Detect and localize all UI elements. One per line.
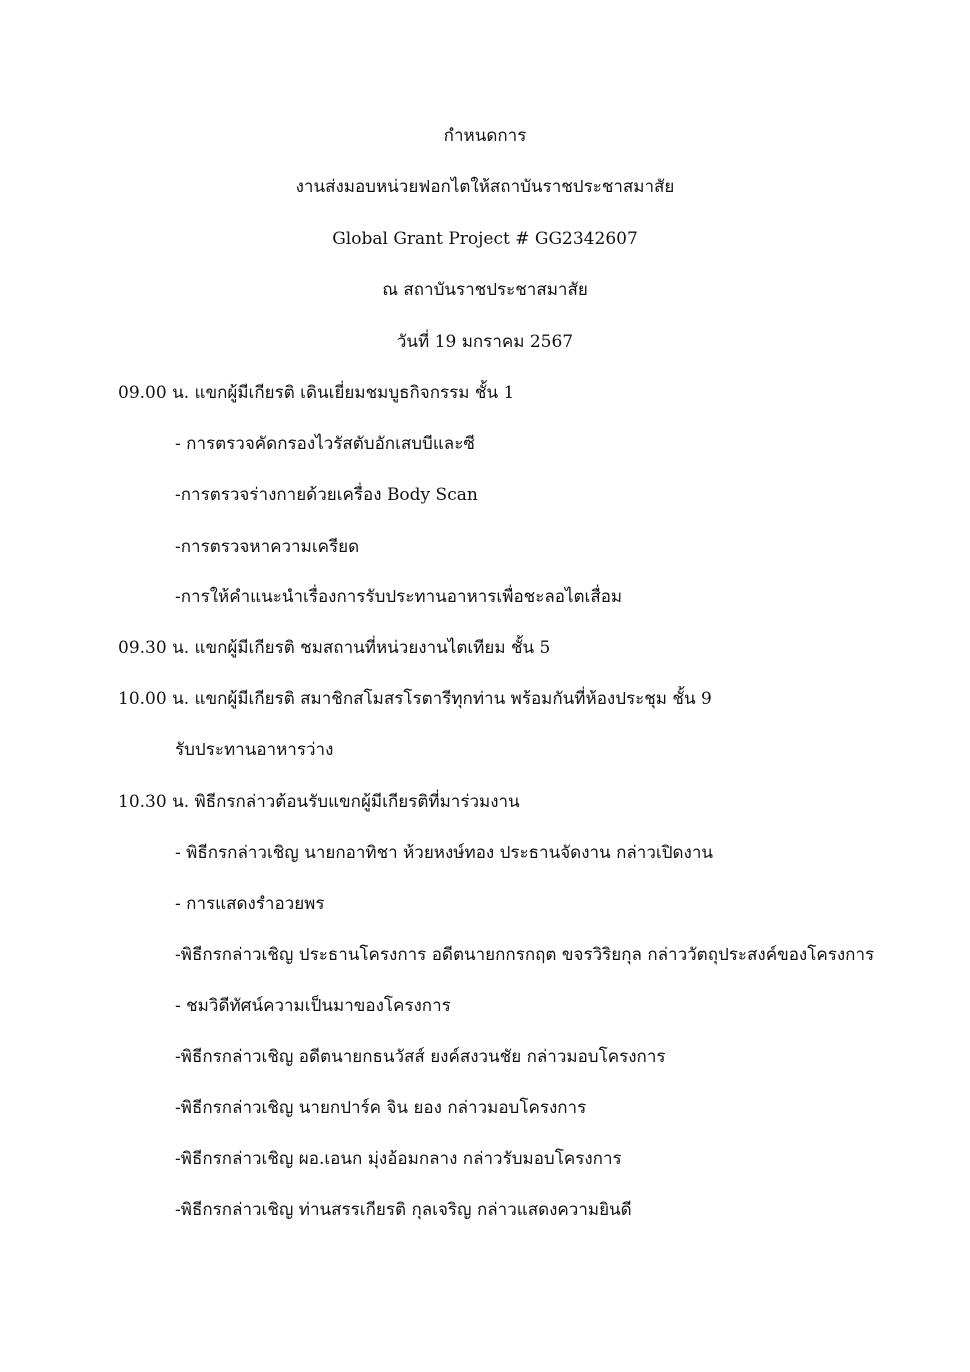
- schedule-subitem: -การตรวจหาความเครียด: [175, 537, 360, 557]
- document-title: กำหนดการ: [443, 126, 527, 146]
- schedule-subitem: - การแสดงรำอวยพร: [175, 894, 325, 914]
- schedule-subitem: - ชมวิดีทัศน์ความเป็นมาของโครงการ: [175, 996, 451, 1016]
- schedule-subitem: -พิธีกรกล่าวเชิญ ประธานโครงการ อดีตนายกกรกฤต ขจรวิริยกุล กล่าววัตถุประสงค์ของโครงการ: [175, 945, 875, 965]
- schedule-subitem: - การตรวจคัดกรองไวรัสตับอักเสบบีและซี: [175, 434, 475, 454]
- schedule-subitem: รับประทานอาหารว่าง: [175, 740, 334, 760]
- document-subtitle: งานส่งมอบหน่วยฟอกไตให้สถาบันราชประชาสมาสัย: [295, 177, 675, 197]
- schedule-item-0930: 09.30 น. แขกผู้มีเกียรติ ชมสถานที่หน่วยงานไตเทียม ชั้น 5: [118, 638, 551, 658]
- schedule-subitem: -พิธีกรกล่าวเชิญ ผอ.เอนก มุ่งอ้อมกลาง กล่าวรับมอบโครงการ: [175, 1149, 622, 1169]
- schedule-subitem: -พิธีกรกล่าวเชิญ อดีตนายกธนวัสส์ ยงค์สงวนชัย กล่าวมอบโครงการ: [175, 1047, 666, 1067]
- schedule-subitem: -การให้คำแนะนำเรื่องการรับประทานอาหารเพื่อชะลอไตเสื่อม: [175, 587, 623, 607]
- schedule-item-1030: 10.30 น. พิธีกรกล่าวต้อนรับแขกผู้มีเกียรติที่มาร่วมงาน: [118, 792, 520, 812]
- schedule-item-0900: 09.00 น. แขกผู้มีเกียรติ เดินเยี่ยมชมบูธกิจกรรม ชั้น 1: [118, 383, 515, 403]
- event-date: วันที่ 19 มกราคม 2567: [396, 332, 574, 352]
- schedule-subitem: -การตรวจร่างกายด้วยเครื่อง Body Scan: [175, 485, 478, 505]
- venue: ณ สถาบันราชประชาสมาสัย: [382, 280, 588, 300]
- schedule-subitem: - พิธีกรกล่าวเชิญ นายกอาทิชา ห้วยหงษ์ทอง ประธานจัดงาน กล่าวเปิดงาน: [175, 843, 713, 863]
- schedule-subitem: -พิธีกรกล่าวเชิญ นายกปาร์ค จิน ยอง กล่าวมอบโครงการ: [175, 1098, 587, 1118]
- schedule-item-1000: 10.00 น. แขกผู้มีเกียรติ สมาชิกสโมสรโรตารีทุกท่าน พร้อมกันที่ห้องประชุม ชั้น 9: [118, 689, 712, 709]
- project-number: Global Grant Project # GG2342607: [332, 229, 638, 249]
- schedule-subitem: -พิธีกรกล่าวเชิญ ท่านสรรเกียรติ กุลเจริญ กล่าวแสดงความยินดี: [175, 1200, 632, 1220]
